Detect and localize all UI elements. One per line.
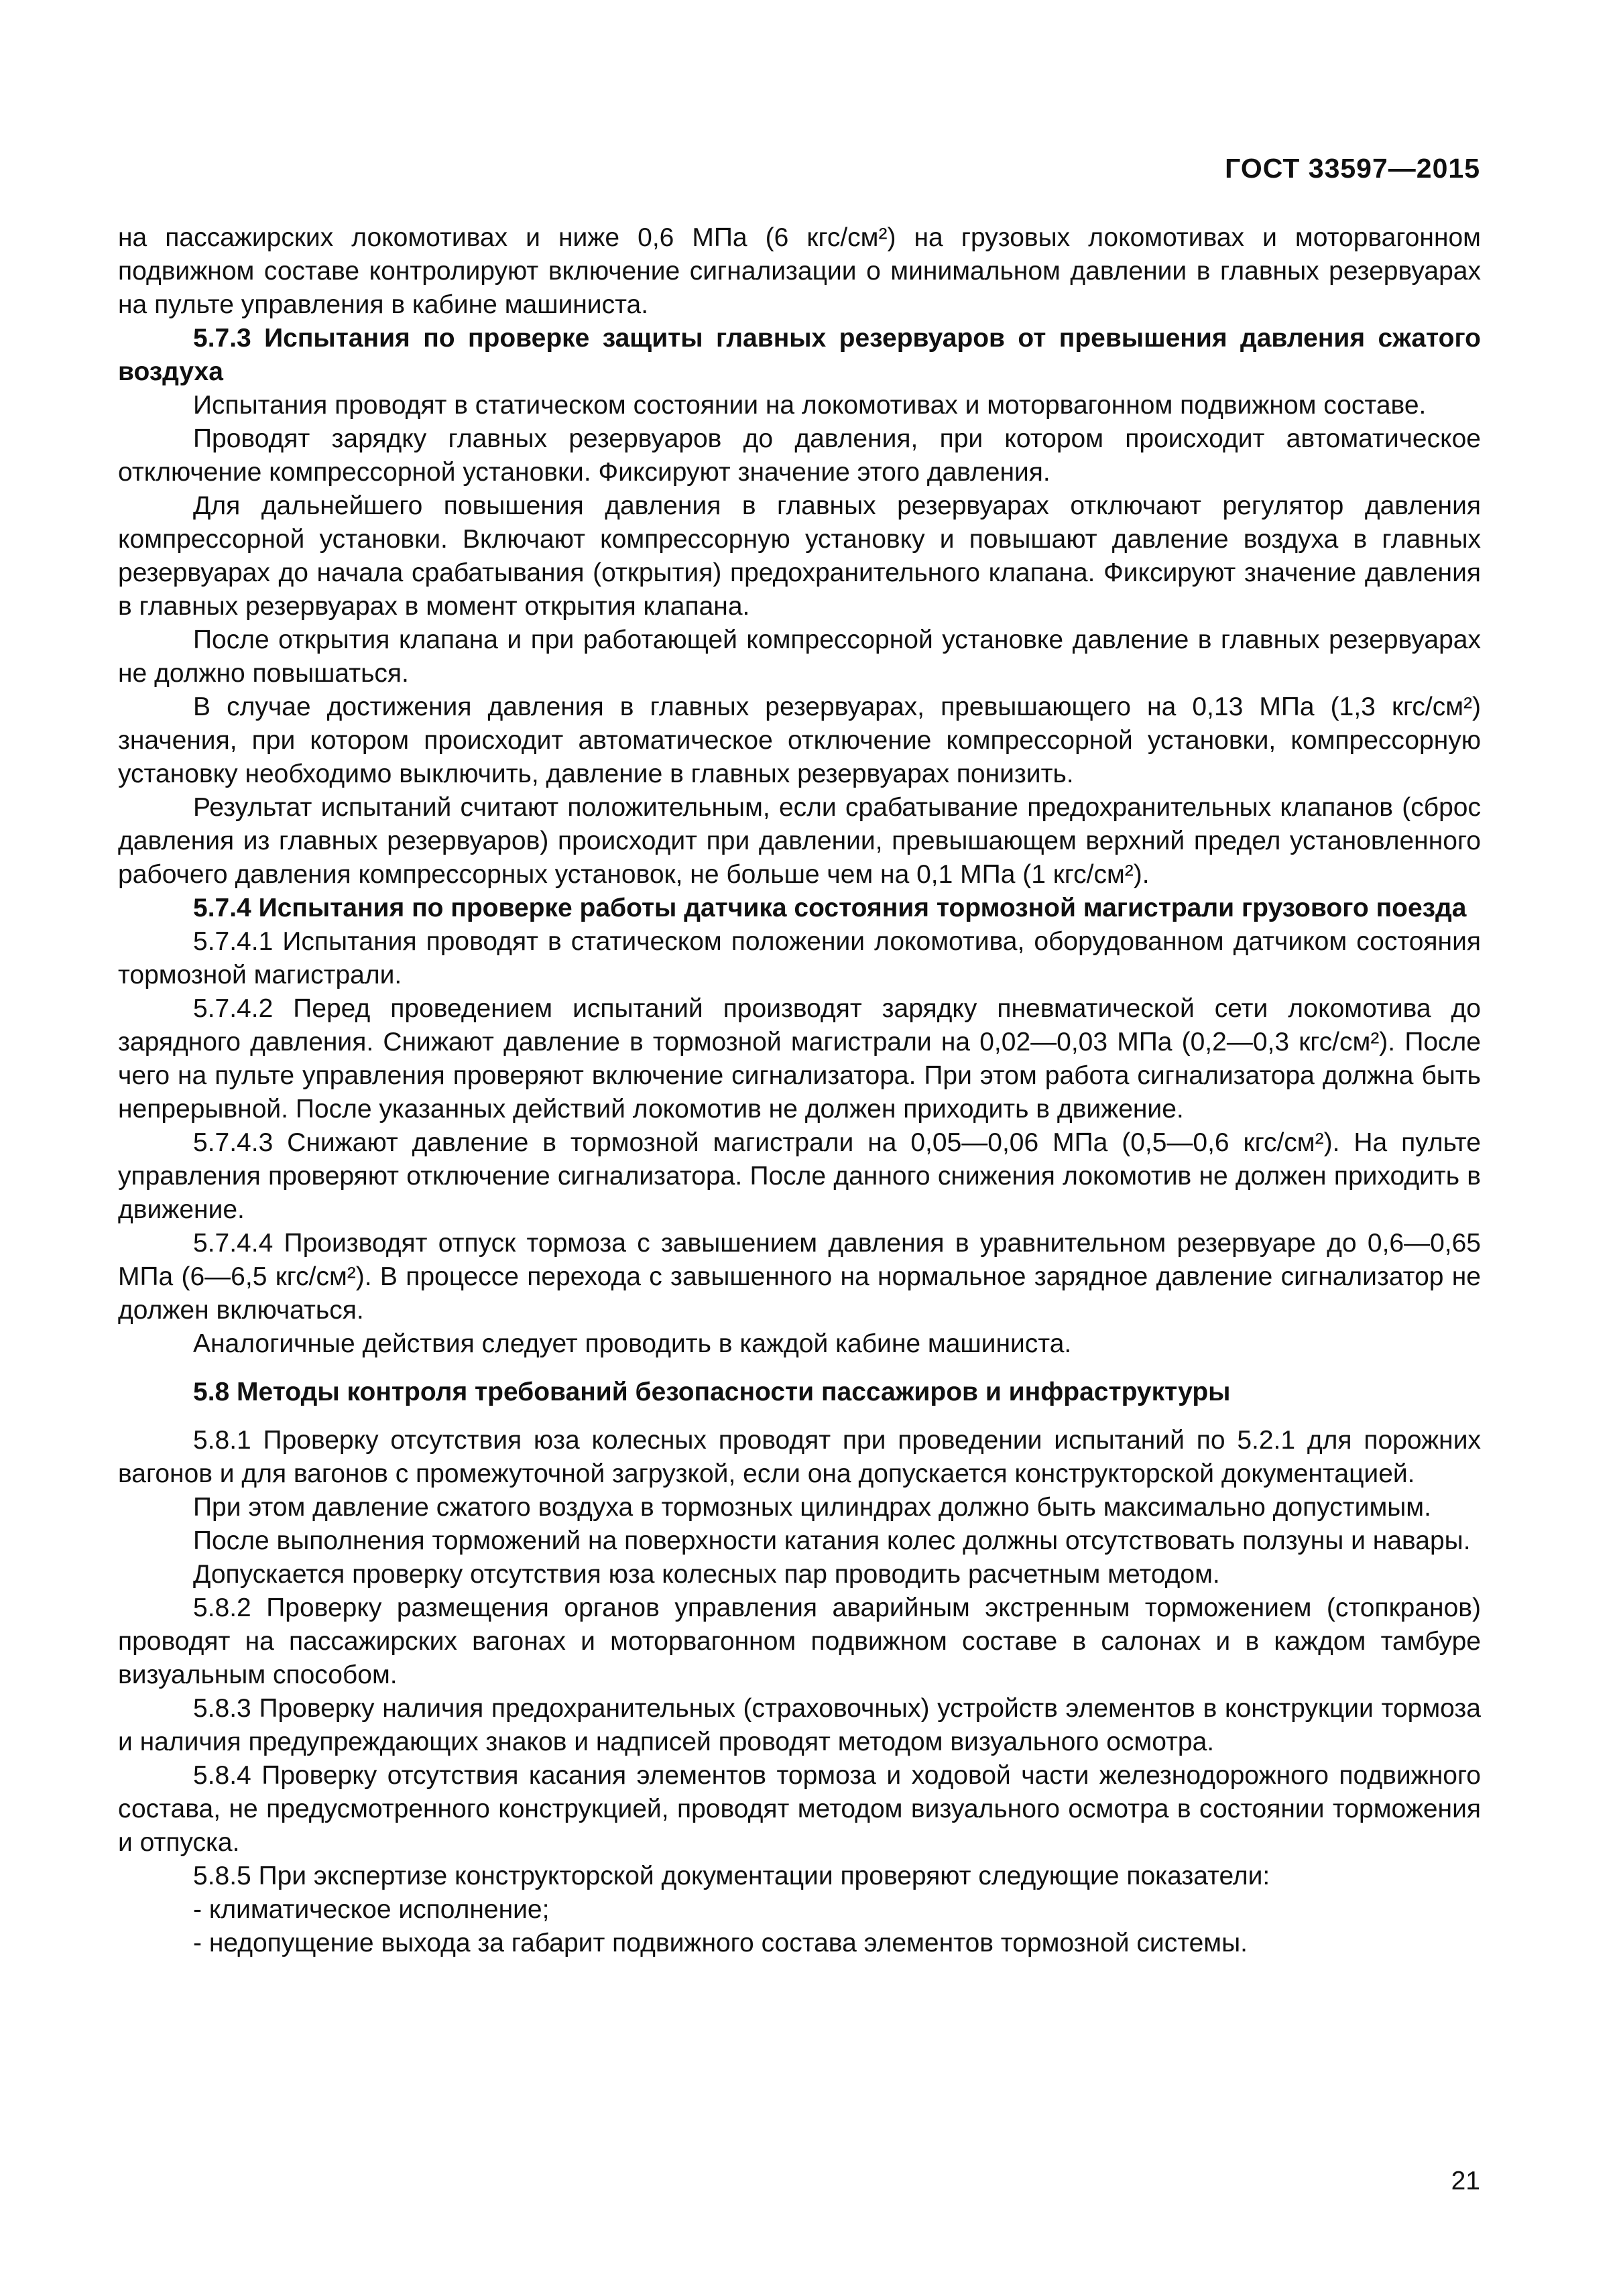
paragraph: 5.7.4.2 Перед проведением испытаний производят зарядку пневматической сети локомотива до зарядного давления. Снижают давление в тормозной магистрали на 0,02—0,03 МПа (0,2—0,3 кгс/см²). После чего на пульте управления проверяют включение сигнализатора. При этом работа сигнализатора должна быть непрерывной. После указанных действий локомотив не должен приходить в движение. [118,994,1481,1124]
document-code: ГОСТ 33597—2015 [1225,153,1480,184]
paragraph: После открытия клапана и при работающей компрессорной установке давление в главных резервуарах не должно повышаться. [118,625,1481,688]
paragraph: Проводят зарядку главных резервуаров до давления, при котором происходит автоматическое отключение компрессорной установки. Фиксируют значение этого давления. [118,424,1481,487]
paragraph: 5.8.5 При экспертизе конструкторской документации проверяют следующие показатели: [193,1862,1270,1890]
paragraph: 5.7.4.4 Производят отпуск тормоза с завышением давления в уравнительном резервуаре до 0,6—0,65 МПа (6—6,5 кгс/см²). В процессе перехода с завышенного на нормальное зарядное давление сигнализатор не должен включаться. [118,1229,1481,1325]
paragraph: 5.8.3 Проверку наличия предохранительных (страховочных) устройств элементов в конструкции тормоза и наличия предупреждающих знаков и надписей проводят методом визуального осмотра. [118,1694,1481,1756]
subsection-heading: 5.7.4 Испытания по проверке работы датчика состояния тормозной магистрали грузового поезда [193,894,1467,922]
list-item: - климатическое исполнение; [193,1895,550,1924]
paragraph: 5.8.4 Проверку отсутствия касания элементов тормоза и ходовой части железнодорожного подвижного состава, не предусмотренного конструкцией, проводят методом визуального осмотра в состоянии торможения и отпуска. [118,1761,1481,1857]
paragraph: 5.8.1 Проверку отсутствия юза колесных проводят при проведении испытаний по 5.2.1 для порожних вагонов и для вагонов с промежуточной загрузкой, если она допускается конструкторской документацией. [118,1426,1481,1488]
paragraph: В случае достижения давления в главных резервуарах, превышающего на 0,13 МПа (1,3 кгс/см²) значения, при котором происходит автоматическое отключение компрессорной установки, компрессорную установку необходимо выключить, давление в главных резервуарах понизить. [118,692,1481,788]
paragraph: Допускается проверку отсутствия юза колесных пар проводить расчетным методом. [193,1560,1220,1589]
paragraph: 5.7.4.3 Снижают давление в тормозной магистрали на 0,05—0,06 МПа (0,5—0,6 кгс/см²). На пульте управления проверяют отключение сигнализатора. После данного снижения локомотив не должен приходить в движение. [118,1128,1481,1224]
paragraph: 5.7.4.1 Испытания проводят в статическом положении локомотива, оборудованном датчиком состояния тормозной магистрали. [118,927,1481,989]
paragraph: Результат испытаний считают положительным, если срабатывание предохранительных клапанов (сброс давления из главных резервуаров) происходит при давлении, превышающем верхний предел установленного рабочего давления компрессорных установок, не больше чем на 0,1 МПа (1 кгс/см²). [118,793,1481,889]
document-body [118,221,1481,1960]
paragraph: на пассажирских локомотивах и ниже 0,6 МПа (6 кгс/см²) на грузовых локомотивах и моторвагонном подвижном составе контролируют включение сигнализации о минимальном давлении в главных резервуарах на пульте управления в кабине машиниста. [118,223,1481,319]
paragraph: Испытания проводят в статическом состоянии на локомотивах и моторвагонном подвижном составе. [193,391,1427,420]
page-number: 21 [1451,2167,1480,2195]
paragraph: После выполнения торможений на поверхности катания колес должны отсутствовать ползуны и навары. [193,1526,1471,1555]
paragraph: При этом давление сжатого воздуха в тормозных цилиндрах должно быть максимально допустимым. [193,1493,1431,1522]
paragraph: Для дальнейшего повышения давления в главных резервуарах отключают регулятор давления компрессорной установки. Включают компрессорную установку и повышают давление воздуха в главных резервуарах до начала срабатывания (открытия) предохранительного клапана. Фиксируют значение давления в главных резервуарах в момент открытия клапана. [118,491,1481,621]
paragraph: 5.8.2 Проверку размещения органов управления аварийным экстренным торможением (стопкранов) проводят на пассажирских вагонах и моторвагонном подвижном составе в салонах и в каждом тамбуре визуальным способом. [118,1593,1481,1689]
list-item: - недопущение выхода за габарит подвижного состава элементов тормозной системы. [193,1929,1248,1957]
paragraph: Аналогичные действия следует проводить в каждой кабине машиниста. [193,1329,1072,1358]
subsection-heading: 5.7.3 Испытания по проверке защиты главных резервуаров от превышения давления сжатого воздуха [118,324,1481,386]
section-heading: 5.8 Методы контроля требований безопасности пассажиров и инфраструктуры [193,1378,1231,1406]
